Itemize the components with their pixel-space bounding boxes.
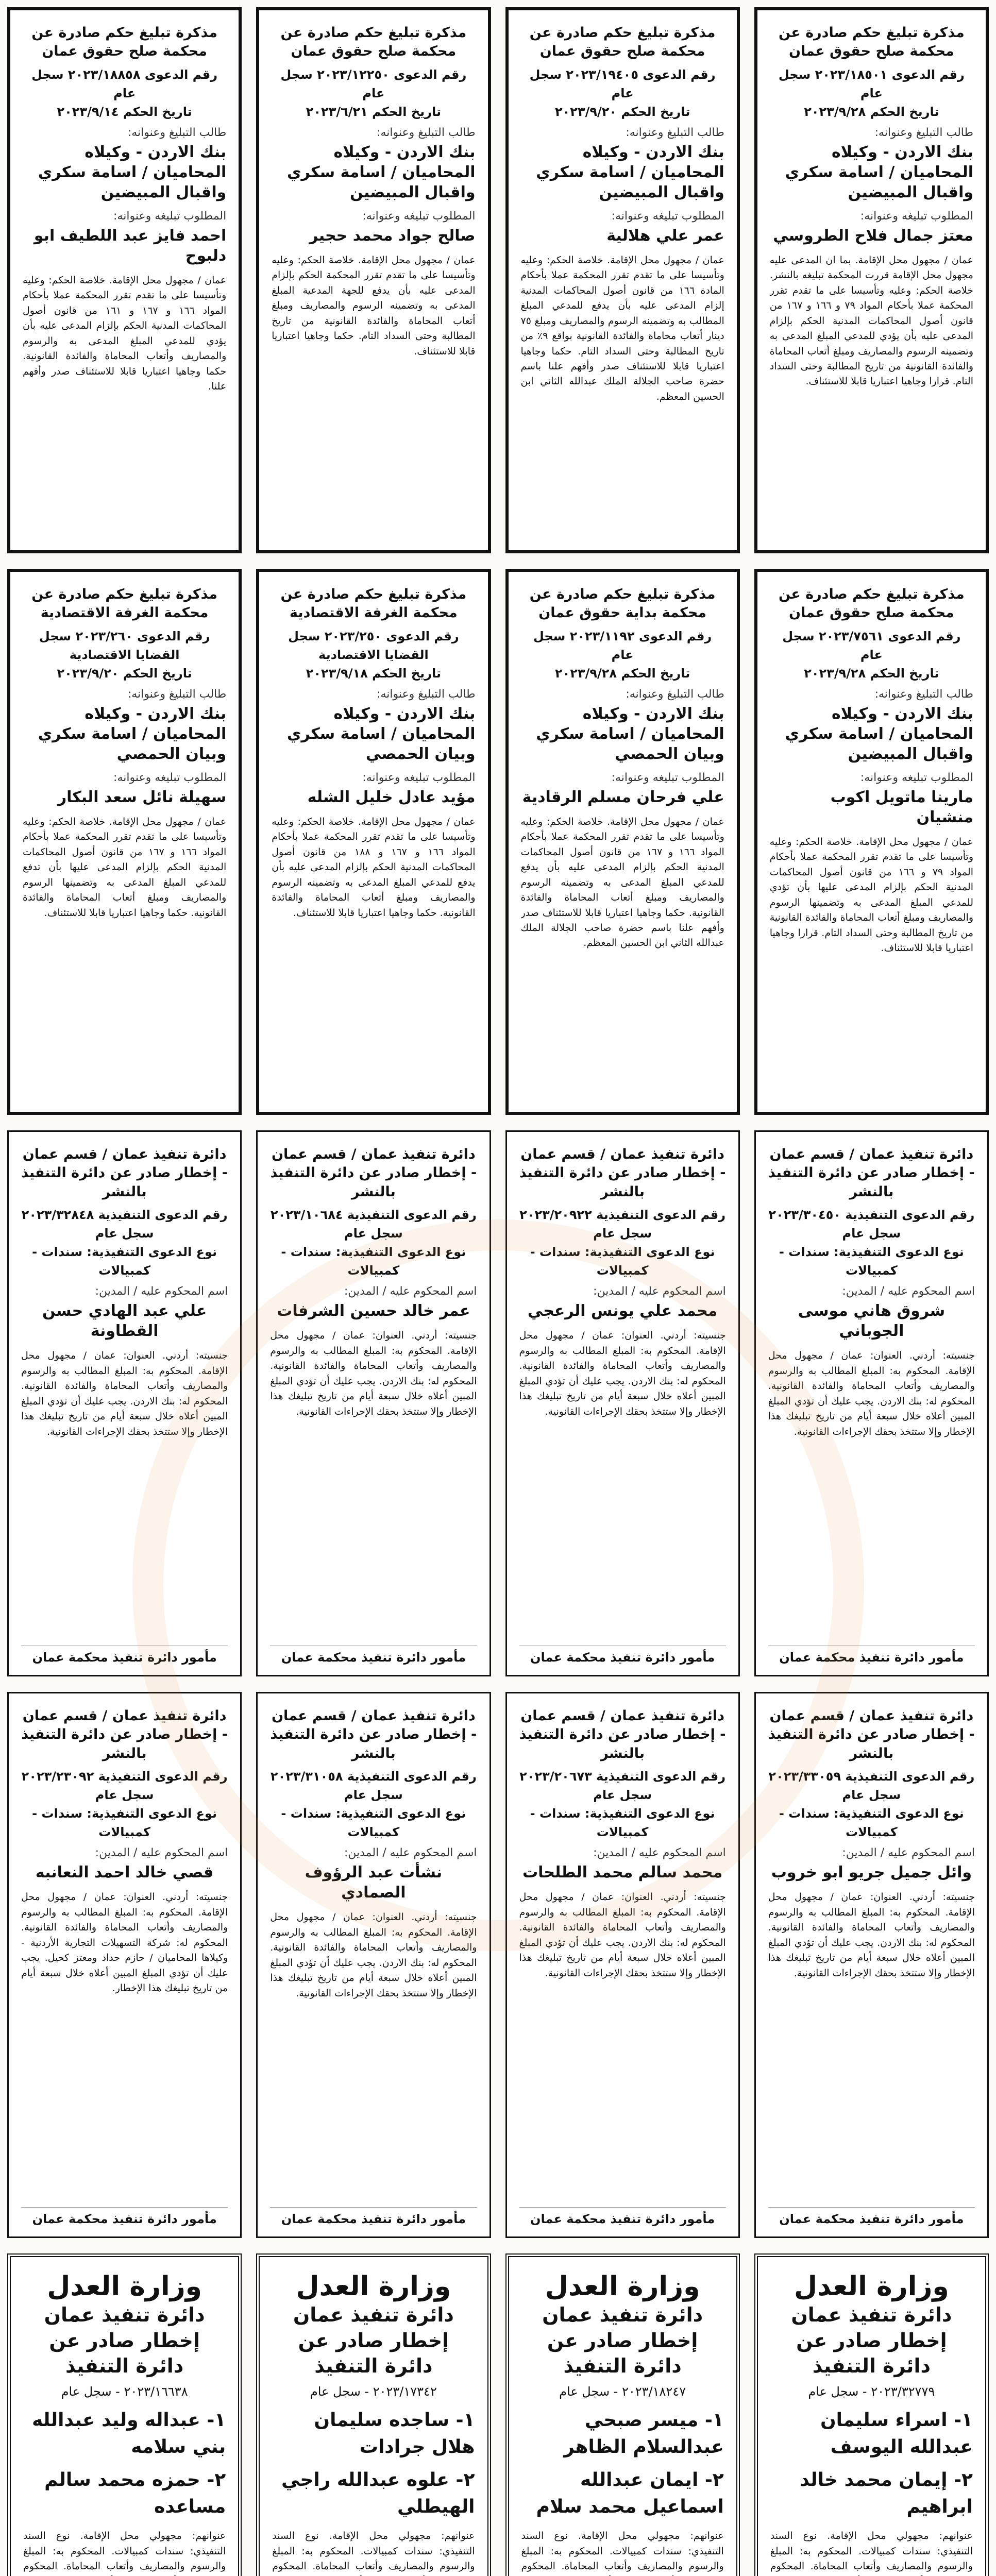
notice-body: عمان / مجهول محل الإقامة. خلاصة الحكم: وعليه وتأسيسا على ما تقدم تقرر المحكمة عملا بأحكام المادة ١٦٦ من قانون أصول المحاكمات المدنية إلزام المدعى عليه بأن يدفع للمدعي المبلغ المطالب به وتضمينه الرسوم والمصاريف ومبلغ ٧٥ دينار أتعاب محاماة والفائدة القانونية بواقع ٩٪ من تاريخ المطالبة وحتى السداد التام. حكما وجاهيا اعتباريا قابلا للاستئناف صدر وأفهم علنا باسم حضرة صاحب الجلالة الملك عبدالله الثاني ابن الحسين المعظم.: [520, 254, 724, 402]
plaintiff-label: طالب التبليغ وعنوانه:: [874, 126, 973, 139]
debtor-label: اسم المحكوم عليه / المدين:: [593, 1846, 726, 1860]
execution-notice: [505, 1130, 740, 1676]
case-number: رقم الدعوى التنفيذية ٢٠٢٣/٣٠٤٥٠ سجل عام: [768, 1208, 975, 1241]
notice-header: مذكرة تبليغ حكم صادرة عن محكمة صلح حقوق عمان: [779, 586, 965, 621]
notice-header: دائرة تنفيذ عمان / قسم عمان - إخطار صادر عن دائرة التنفيذ بالنشر: [21, 1708, 228, 1761]
debtor: محمد سالم محمد الطلحات: [522, 1863, 723, 1882]
plaintiff-label: طالب التبليغ وعنوانه:: [127, 687, 227, 701]
plaintiff: بنك الاردن - وكيلاه المحاميان / اسامة سكري واقبال المبيضين: [536, 143, 724, 201]
notice-header: دائرة تنفيذ عمان / قسم عمان - إخطار صادر عن دائرة التنفيذ بالنشر: [270, 1708, 477, 1761]
notice-footer: مأمور دائرة تنفيذ محكمة عمان: [519, 2207, 726, 2226]
notice-header: دائرة تنفيذ عمان / قسم عمان - إخطار صادر عن دائرة التنفيذ بالنشر: [519, 1708, 726, 1761]
debtor-name: ١- ساجده سليمان هلال جرادات: [314, 2409, 475, 2458]
case-number: رقم الدعوى ٢٠٢٣/١٢٢٥٠ سجل عام: [280, 67, 467, 100]
notice-body: عنوانهم: مجهولي محل الإقامة. نوع السند التنفيذي: سندات كمبيالات. المحكوم به: المبلغ والرسوم والمصاريف وأتعاب المحاماة. المحكوم: [272, 2530, 475, 2572]
notice-header: دائرة تنفيذ عمان / قسم عمان - إخطار صادر عن دائرة التنفيذ بالنشر: [768, 1708, 975, 1761]
court-notice: [505, 569, 740, 1115]
court-notice: [256, 569, 491, 1115]
case-number: رقم الدعوى التنفيذية ٢٠٢٣/٣١٠٥٨ سجل عام: [270, 1769, 477, 1803]
ministry-notice: [754, 2253, 989, 2576]
debtor: محمد علي يونس الرعجي: [527, 1302, 718, 1320]
case-number: رقم الدعوى التنفيذية ٢٠٢٣/٢٠٩٢٢ سجل عام: [519, 1208, 726, 1241]
debtor: علي عبد الهادي حسن القطاونة: [42, 1302, 207, 1341]
notice-header: دائرة تنفيذ عمان / قسم عمان - إخطار صادر عن دائرة التنفيذ بالنشر: [768, 1146, 975, 1200]
notice-header: مذكرة تبليغ حكم صادرة عن محكمة الغرفة الاقتصادية: [280, 586, 467, 621]
debtor-name: ١- اسراء سليمان عبدالله اليوسف: [820, 2409, 973, 2458]
judgment-date: تاريخ الحكم ٢٠٢٣/٩/٢٨: [555, 666, 690, 681]
debtor: وائل جميل جريو ابو خروب: [771, 1863, 972, 1882]
notice-subtitle: إخطار صادر عن دائرة التنفيذ: [796, 2329, 947, 2378]
ministry-title: وزارة العدل: [794, 2271, 949, 2302]
notice-footer: مأمور دائرة تنفيذ محكمة عمان: [21, 1646, 228, 1665]
plaintiff: بنك الاردن - وكيلاه المحاميان / اسامة سكري واقبال المبيضين: [287, 143, 476, 201]
debtor-name: ٢- حمزه محمد سالم مساعده: [44, 2469, 226, 2518]
notice-footer: مأمور دائرة تنفيذ محكمة عمان: [21, 2207, 228, 2226]
notice-body: عمان / مجهول محل الإقامة. خلاصة الحكم: وعليه وتأسيسا على ما تقدم تقرر المحكمة عملا بأحكام المواد ٧٩ و ١٦٦ من قانون أصول المحاكمات المدنية الحكم بإلزام المدعى عليها بأن تؤدي للمدعي المبلغ المدعى به وتضمينها الرسوم والمصاريف ومبلغ أتعاب المحاماة والفائدة القانونية من تاريخ المطالبة وحتى السداد التام. قرارا وجاهيا اعتباريا قابلا للاستئناف.: [769, 836, 973, 954]
debtor-label: اسم المحكوم عليه / المدين:: [344, 1285, 477, 1298]
notice-body: جنسيته: أردني. العنوان: عمان / مجهول محل الإقامة. المحكوم به: المبلغ المطالب به والرسوم والمصاريف وأتعاب المحاماة والفائدة القانونية. المحكوم له: بنك الاردن. يجب عليك أن تؤدي المبلغ المبين أعلاه خلال سبعة أيام من تاريخ تبليغك هذا الإخطار وإلا ستتخذ بحقك الإجراءات القانونية.: [768, 1350, 975, 1437]
notice-footer: مأمور دائرة تنفيذ محكمة عمان: [519, 1646, 726, 1665]
debtor-label: اسم المحكوم عليه / المدين:: [95, 1846, 228, 1860]
notice-body: جنسيته: أردني. العنوان: عمان / مجهول محل الإقامة. المحكوم به: المبلغ المطالب به والرسوم والمصاريف وأتعاب المحاماة والفائدة القانونية. المحكوم له: بنك الاردن. يجب عليك أن تؤدي المبلغ المبين أعلاه خلال سبعة أيام من تاريخ تبليغك هذا الإخطار وإلا ستتخذ بحقك الإجراءات القانونية.: [519, 1330, 726, 1417]
case-type: نوع الدعوى التنفيذية: سندات - كمبيالات: [530, 1806, 715, 1840]
court-notice: [505, 7, 740, 553]
ministry-notice: [505, 2253, 740, 2576]
notice-header: مذكرة تبليغ حكم صادرة عن محكمة صلح حقوق عمان: [31, 25, 217, 60]
notice-header: مذكرة تبليغ حكم صادرة عن محكمة صلح حقوق عمان: [779, 25, 965, 60]
ministry-title: وزارة العدل: [545, 2271, 700, 2302]
defendant-label: المطلوب تبليغه وعنوانه:: [113, 771, 227, 784]
notice-body: عنوانهم: مجهولي محل الإقامة. نوع السند التنفيذي: سندات كمبيالات. المحكوم به: المبلغ والرسوم والمصاريف وأتعاب المحاماة. المحكوم: [770, 2530, 973, 2572]
notice-body: عنوانهم: مجهولي محل الإقامة. نوع السند التنفيذي: سندات كمبيالات. المحكوم به: المبلغ والرسوم والمصاريف وأتعاب المحاماة. المحكوم: [23, 2530, 226, 2572]
debtor-label: اسم المحكوم عليه / المدين:: [842, 1846, 975, 1860]
department-title: دائرة تنفيذ عمان: [791, 2303, 952, 2327]
debtor-label: اسم المحكوم عليه / المدين:: [593, 1285, 726, 1298]
execution-notice: [256, 1130, 491, 1676]
notice-footer: مأمور دائرة تنفيذ محكمة عمان: [270, 1646, 477, 1665]
case-number: ٢٠٢٣/٣٢٧٧٩ - سجل عام: [808, 2384, 935, 2399]
newspaper-page: [7, 7, 989, 2576]
debtor-name: ٢- علوه عبدالله راجي الهيطلي: [281, 2469, 475, 2518]
notice-subtitle: إخطار صادر عن دائرة التنفيذ: [298, 2329, 449, 2378]
execution-notice: [7, 1130, 242, 1676]
notice-body: عنوانهم: مجهولي محل الإقامة. نوع السند التنفيذي: سندات كمبيالات. المحكوم به: المبلغ والرسوم والمصاريف وأتعاب المحاماة. المحكوم: [521, 2530, 724, 2572]
defendant-label: المطلوب تبليغه وعنوانه:: [113, 209, 227, 223]
notice-body: جنسيته: أردني. العنوان: عمان / مجهول محل الإقامة. المحكوم به: المبلغ المطالب به والرسوم والمصاريف وأتعاب المحاماة والفائدة القانونية. المحكوم له: بنك الاردن. يجب عليك أن تؤدي المبلغ المبين أعلاه خلال سبعة أيام من تاريخ تبليغك هذا الإخطار وإلا ستتخذ بحقك الإجراءات القانونية.: [519, 1891, 726, 1979]
court-notice: [7, 7, 242, 553]
debtor-label: اسم المحكوم عليه / المدين:: [344, 1846, 477, 1860]
judgment-date: تاريخ الحكم ٢٠٢٣/٦/٢١: [306, 104, 441, 119]
case-number: رقم الدعوى التنفيذية ٢٠٢٣/٣٢٨٤٨ سجل عام: [21, 1208, 228, 1241]
judgment-date: تاريخ الحكم ٢٠٢٣/٩/٢٠: [57, 666, 192, 681]
defendant-label: المطلوب تبليغه وعنوانه:: [860, 771, 973, 784]
case-type: نوع الدعوى التنفيذية: سندات - كمبيالات: [281, 1245, 466, 1278]
case-type: نوع الدعوى التنفيذية: سندات - كمبيالات: [281, 1806, 466, 1840]
plaintiff: بنك الاردن - وكيلاه المحاميان / اسامة سكري واقبال المبيضين: [38, 143, 227, 201]
notice-body: جنسيته: أردني. العنوان: عمان / مجهول محل الإقامة. المحكوم به: المبلغ المطالب به والرسوم والمصاريف وأتعاب المحاماة والفائدة القانونية. المحكوم له: شركة التسهيلات التجارية الأردنية - وكيلاها المحاميان / حازم حداد ومعتز كحيل. يجب عليك أن تؤدي المبلغ المبين أعلاه خلال سبعة أيام من تاريخ تبليغك هذا الإخطار.: [21, 1891, 228, 1994]
judgment-date: تاريخ الحكم ٢٠٢٣/٩/١٨: [306, 666, 441, 681]
case-number: رقم الدعوى التنفيذية ٢٠٢٣/٢٠٦٧٣ سجل عام: [519, 1769, 726, 1803]
notice-footer: مأمور دائرة تنفيذ محكمة عمان: [768, 2207, 975, 2226]
defendant: مارينا ماتويل اكوب منشيان: [830, 788, 973, 826]
notice-body: عمان / مجهول محل الإقامة. خلاصة الحكم: وعليه وتأسيسا على ما تقدم تقرر المحكمة عملا بأحكام المواد ١٦٦ و ١٦٧ و ١٦١ من قانون أصول المحاكمات المدنية الحكم بإلزام المدعى عليه بأن يؤدي للمدعي المبلغ المدعى به والرسوم والمصاريف وأتعاب المحاماة والفائدة القانونية. حكما وجاهيا اعتباريا قابلا للاستئناف صدر وأفهم علنا.: [23, 274, 227, 392]
defendant-label: المطلوب تبليغه وعنوانه:: [362, 771, 476, 784]
defendant: عمر علي هلالية: [606, 226, 724, 245]
case-number: رقم الدعوى ٢٠٢٣/١١٩٢ سجل عام: [533, 629, 712, 662]
defendant: معتز جمال فلاح الطروسي: [773, 226, 973, 245]
defendant: احمد فايز عبد اللطيف ابو دلبوح: [33, 226, 227, 265]
notices-grid: [7, 7, 989, 2576]
notice-header: مذكرة تبليغ حكم صادرة عن محكمة الغرفة الاقتصادية: [31, 586, 217, 621]
defendant: علي فرحان مسلم الرقادية: [522, 788, 724, 806]
defendant-label: المطلوب تبليغه وعنوانه:: [362, 209, 476, 223]
defendant-label: المطلوب تبليغه وعنوانه:: [611, 771, 724, 784]
debtor-name: ٢- إيمان محمد خالد ابراهيم: [800, 2469, 973, 2518]
case-number: رقم الدعوى ٢٠٢٣/٢٥٠ سجل القضايا الاقتصادية: [288, 629, 459, 662]
notice-subtitle: إخطار صادر عن دائرة التنفيذ: [49, 2329, 200, 2378]
notice-body: جنسيته: أردني. العنوان: عمان / مجهول محل الإقامة. المحكوم به: المبلغ المطالب به والرسوم والمصاريف وأتعاب المحاماة والفائدة القانونية. المحكوم له: بنك الاردن. يجب عليك أن تؤدي المبلغ المبين أعلاه خلال سبعة أيام من تاريخ تبليغك هذا الإخطار وإلا ستتخذ بحقك الإجراءات القانونية.: [768, 1891, 975, 1979]
notice-body: عمان / مجهول محل الإقامة. بما ان المدعى عليه مجهول محل الإقامة قررت المحكمة تبليغه بالنشر. خلاصة الحكم: وعليه وتأسيسا على ما تقدم تقرر المحكمة عملا بأحكام المواد ٧٩ و ١٦٦ و ١٦٧ من قانون أصول المحاكمات المدنية الحكم بإلزام المدعى عليه بأن يؤدي للمدعي المبلغ المدعى به وتضمينه الرسوم والمصاريف ومبلغ أتعاب المحاماة والفائدة القانونية من تاريخ المطالبة وحتى السداد التام. قرارا وجاهيا اعتباريا قابلا للاستئناف.: [769, 254, 973, 387]
case-number: ٢٠٢٣/١٦٦٣٨ - سجل عام: [61, 2384, 188, 2399]
plaintiff-label: طالب التبليغ وعنوانه:: [626, 126, 724, 139]
debtor: شروق هاني موسى الجوباني: [798, 1302, 946, 1341]
court-notice: [7, 569, 242, 1115]
notice-header: دائرة تنفيذ عمان / قسم عمان - إخطار صادر عن دائرة التنفيذ بالنشر: [270, 1146, 477, 1200]
plaintiff-label: طالب التبليغ وعنوانه:: [626, 687, 724, 701]
court-notice: [754, 569, 989, 1115]
court-notice: [256, 7, 491, 553]
case-number: رقم الدعوى ٢٠٢٣/٧٥٦١ سجل عام: [782, 629, 961, 662]
notice-header: مذكرة تبليغ حكم صادرة عن محكمة صلح حقوق عمان: [280, 25, 467, 60]
case-number: ٢٠٢٣/١٧٣٤٢ - سجل عام: [310, 2384, 437, 2399]
case-type: نوع الدعوى التنفيذية: سندات - كمبيالات: [32, 1806, 217, 1840]
notice-body: جنسيته: أردني. العنوان: عمان / مجهول محل الإقامة. المحكوم به: المبلغ المطالب به والرسوم والمصاريف وأتعاب المحاماة والفائدة القانونية. المحكوم له: بنك الاردن. يجب عليك أن تؤدي المبلغ المبين أعلاه خلال سبعة أيام من تاريخ تبليغك هذا الإخطار وإلا ستتخذ بحقك الإجراءات القانونية.: [270, 1911, 477, 1999]
debtor: قصي خالد احمد النعانبه: [35, 1863, 214, 1882]
defendant: سهيلة نائل سعد البكار: [57, 788, 227, 806]
case-number: رقم الدعوى ٢٠٢٣/١٨٥٠١ سجل عام: [778, 67, 965, 100]
notice-body: عمان / مجهول محل الإقامة. خلاصة الحكم: وعليه وتأسيسا على ما تقدم تقرر المحكمة عملا بأحكام المواد ١٦٦ و ١٦٧ و ١٨٨ من قانون أصول المحاكمات المدنية الحكم بإلزام المدعى عليه بأن يدفع للمدعي المبلغ المدعى به وتضمينه الرسوم والمصاريف ومبلغ أتعاب المحاماة والفائدة القانونية. حكما وجاهيا اعتباريا قابلا للاستئناف.: [272, 816, 476, 919]
notice-footer: مأمور دائرة تنفيذ محكمة عمان: [270, 2207, 477, 2226]
notice-body: جنسيته: أردني. العنوان: عمان / مجهول محل الإقامة. المحكوم به: المبلغ المطالب به والرسوم والمصاريف وأتعاب المحاماة والفائدة القانونية. المحكوم له: بنك الاردن. يجب عليك أن تؤدي المبلغ المبين أعلاه خلال سبعة أيام من تاريخ تبليغك هذا الإخطار وإلا ستتخذ بحقك الإجراءات القانونية.: [21, 1350, 228, 1437]
debtor: نشأت عبد الرؤوف الصمادي: [305, 1863, 443, 1902]
defendant: صالح جواد محمد حجير: [309, 226, 476, 245]
execution-notice: [754, 1130, 989, 1676]
ministry-notice: [256, 2253, 491, 2576]
plaintiff: بنك الاردن - وكيلاه المحاميان / اسامة سكري واقبال المبيضين: [785, 704, 973, 763]
case-number: رقم الدعوى التنفيذية ٢٠٢٣/١٠٦٨٤ سجل عام: [270, 1208, 477, 1241]
case-type: نوع الدعوى التنفيذية: سندات - كمبيالات: [779, 1806, 964, 1840]
plaintiff: بنك الاردن - وكيلاه المحاميان / اسامة سكري وبيان الحمصي: [38, 704, 227, 763]
debtor-name: ١- عبداله وليد عبدالله بني سلامه: [32, 2409, 226, 2458]
department-title: دائرة تنفيذ عمان: [44, 2303, 205, 2327]
case-number: رقم الدعوى ٢٠٢٣/١٨٨٥٨ سجل عام: [31, 67, 218, 100]
plaintiff: بنك الاردن - وكيلاه المحاميان / اسامة سكري واقبال المبيضين: [785, 143, 973, 201]
notice-header: مذكرة تبليغ حكم صادرة عن محكمة صلح حقوق عمان: [529, 25, 716, 60]
case-type: نوع الدعوى التنفيذية: سندات - كمبيالات: [779, 1245, 964, 1278]
defendant-label: المطلوب تبليغه وعنوانه:: [611, 209, 724, 223]
judgment-date: تاريخ الحكم ٢٠٢٣/٩/٢٠: [555, 104, 690, 119]
judgment-date: تاريخ الحكم ٢٠٢٣/٩/٢٨: [804, 666, 939, 681]
plaintiff-label: طالب التبليغ وعنوانه:: [127, 126, 227, 139]
plaintiff: بنك الاردن - وكيلاه المحاميان / اسامة سكري وبيان الحمصي: [536, 704, 724, 763]
debtor-name: ١- ميسر صبحي عبدالسلام الظاهر: [564, 2409, 724, 2458]
debtor-label: اسم المحكوم عليه / المدين:: [95, 1285, 228, 1298]
department-title: دائرة تنفيذ عمان: [542, 2303, 703, 2327]
debtor-label: اسم المحكوم عليه / المدين:: [842, 1285, 975, 1298]
notice-header: دائرة تنفيذ عمان / قسم عمان - إخطار صادر عن دائرة التنفيذ بالنشر: [519, 1146, 726, 1200]
plaintiff-label: طالب التبليغ وعنوانه:: [874, 687, 973, 701]
notice-subtitle: إخطار صادر عن دائرة التنفيذ: [547, 2329, 698, 2378]
notice-header: دائرة تنفيذ عمان / قسم عمان - إخطار صادر عن دائرة التنفيذ بالنشر: [21, 1146, 228, 1200]
debtor-name: ٢- ايمان عبدالله اسماعيل محمد سلام: [536, 2469, 724, 2518]
ministry-title: وزارة العدل: [47, 2271, 202, 2302]
court-notice: [754, 7, 989, 553]
defendant-label: المطلوب تبليغه وعنوانه:: [860, 209, 973, 223]
case-number: رقم الدعوى التنفيذية ٢٠٢٣/٢٣٠٩٢ سجل عام: [21, 1769, 228, 1803]
department-title: دائرة تنفيذ عمان: [293, 2303, 454, 2327]
plaintiff: بنك الاردن - وكيلاه المحاميان / اسامة سكري وبيان الحمصي: [287, 704, 476, 763]
plaintiff-label: طالب التبليغ وعنوانه:: [377, 687, 476, 701]
notice-body: جنسيته: أردني. العنوان: عمان / مجهول محل الإقامة. المحكوم به: المبلغ المطالب به والرسوم والمصاريف وأتعاب المحاماة والفائدة القانونية. المحكوم له: بنك الاردن. يجب عليك أن تؤدي المبلغ المبين أعلاه خلال سبعة أيام من تاريخ تبليغك هذا الإخطار وإلا ستتخذ بحقك الإجراءات القانونية.: [270, 1330, 477, 1417]
notice-body: عمان / مجهول محل الإقامة. خلاصة الحكم: وعليه وتأسيسا على ما تقدم تقرر المحكمة عملا بأحكام المواد ١٦٦ و ١٦٧ من قانون أصول المحاكمات المدنية الحكم بإلزام المدعى عليه بأن يدفع للمدعي المبلغ المدعى به وتضمينه الرسوم والمصاريف ومبلغ أتعاب المحاماة والفائدة القانونية. حكما وجاهيا اعتباريا قابلا للاستئناف صدر وأفهم علنا باسم حضرة صاحب الجلالة الملك عبدالله الثاني ابن الحسين المعظم.: [520, 816, 724, 949]
execution-notice: [7, 1692, 242, 2238]
ministry-notice: [7, 2253, 242, 2576]
case-number: رقم الدعوى ٢٠٢٣/١٩٤٠٥ سجل عام: [529, 67, 716, 100]
case-type: نوع الدعوى التنفيذية: سندات - كمبيالات: [530, 1245, 715, 1278]
case-number: رقم الدعوى التنفيذية ٢٠٢٣/٣٣٠٥٩ سجل عام: [768, 1769, 975, 1803]
case-number: رقم الدعوى ٢٠٢٣/٢٦٠ سجل القضايا الاقتصادية: [39, 629, 210, 662]
execution-notice: [754, 1692, 989, 2238]
execution-notice: [505, 1692, 740, 2238]
notice-footer: مأمور دائرة تنفيذ محكمة عمان: [768, 1646, 975, 1665]
judgment-date: تاريخ الحكم ٢٠٢٣/٩/٢٨: [804, 104, 939, 119]
notice-body: عمان / مجهول محل الإقامة. خلاصة الحكم: وعليه وتأسيسا على ما تقدم تقرر المحكمة عملا بأحكام المواد ١٦٦ و ١٦٧ من قانون أصول المحاكمات المدنية الحكم بإلزام المدعى عليها بأن تدفع للمدعي المبلغ المدعى به وتضمينها الرسوم والمصاريف ومبلغ أتعاب المحاماة والفائدة القانونية. حكما وجاهيا اعتباريا قابلا للاستئناف.: [23, 816, 227, 919]
plaintiff-label: طالب التبليغ وعنوانه:: [377, 126, 476, 139]
debtor: عمر خالد حسين الشرفات: [277, 1302, 470, 1320]
case-type: نوع الدعوى التنفيذية: سندات - كمبيالات: [32, 1245, 217, 1278]
case-number: ٢٠٢٣/١٨٢٤٧ - سجل عام: [559, 2384, 686, 2399]
defendant: مؤيد عادل خليل الشله: [307, 788, 476, 806]
judgment-date: تاريخ الحكم ٢٠٢٣/٩/١٤: [57, 104, 192, 119]
ministry-title: وزارة العدل: [296, 2271, 451, 2302]
notice-header: مذكرة تبليغ حكم صادرة عن محكمة بداية حقوق عمان: [529, 586, 716, 621]
notice-body: عمان / مجهول محل الإقامة. خلاصة الحكم: وعليه وتأسيسا على ما تقدم تقرر المحكمة الحكم بإلزام المدعى عليه بأن يدفع للجهة المدعية المبلغ المدعى به وتضمينه الرسوم والمصاريف ومبلغ أتعاب المحاماة والفائدة القانونية من تاريخ المطالبة وحتى السداد التام. حكما وجاهيا اعتباريا قابلا للاستئناف.: [272, 254, 476, 357]
execution-notice: [256, 1692, 491, 2238]
